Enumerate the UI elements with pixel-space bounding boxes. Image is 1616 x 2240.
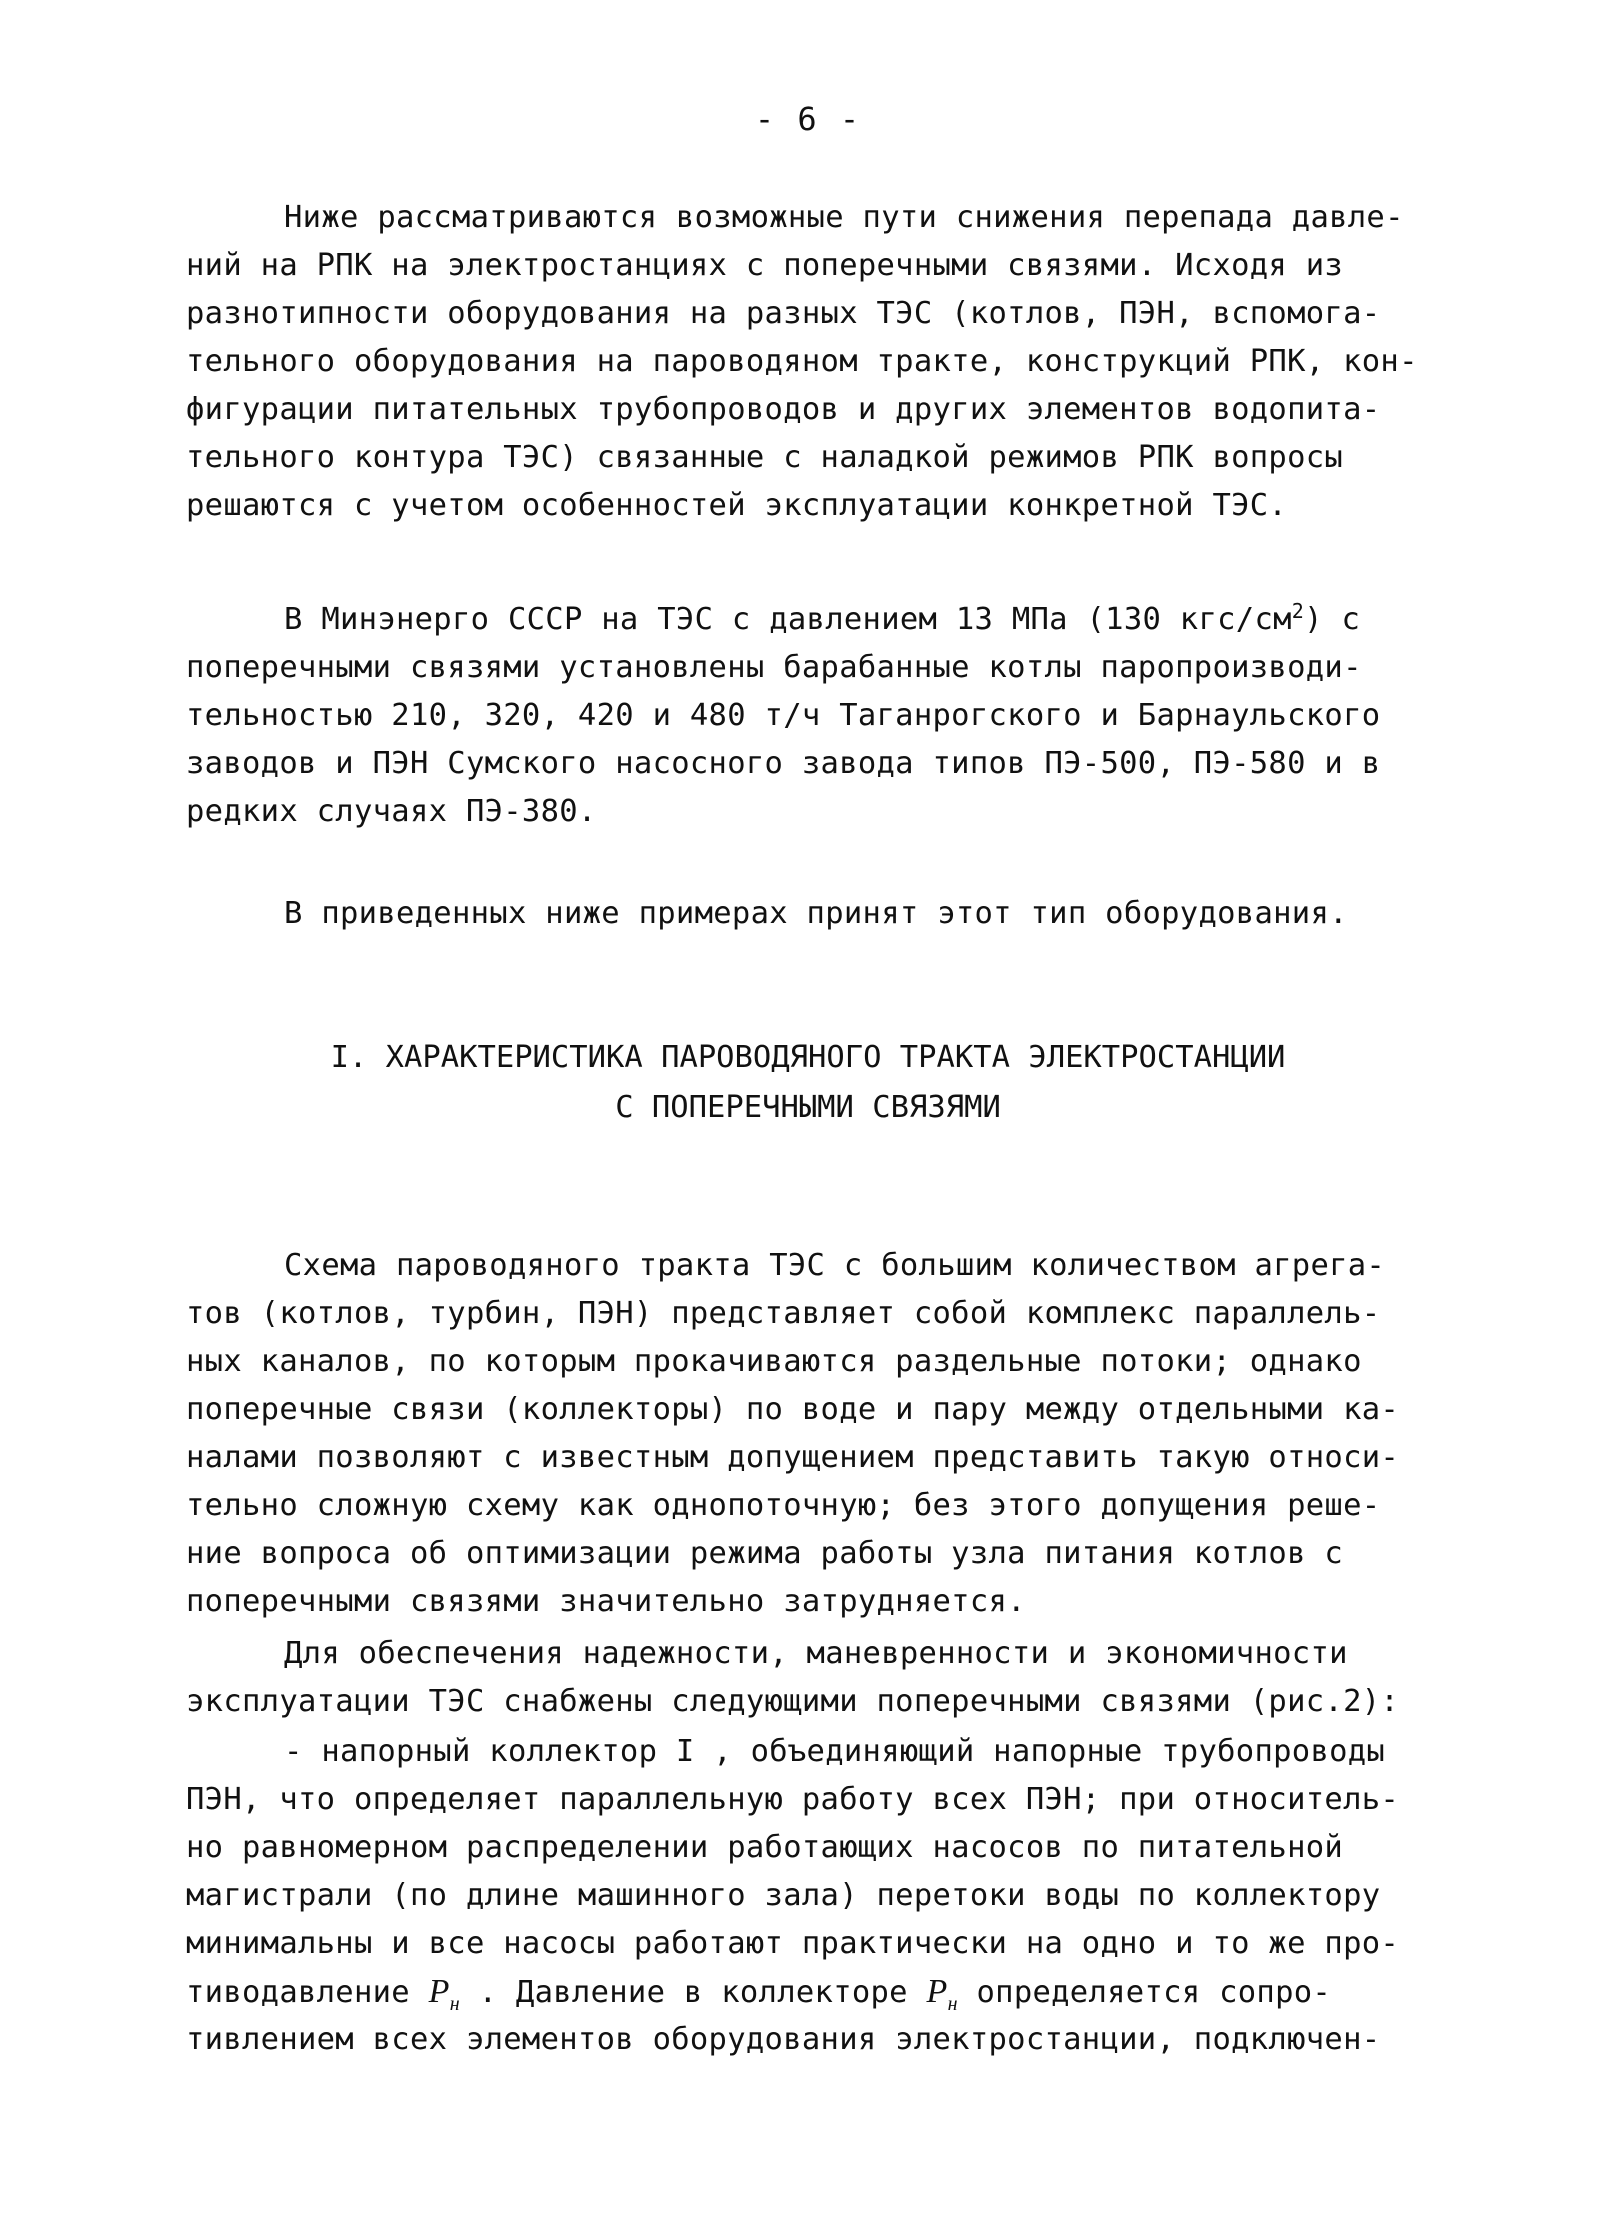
- text-line: эксплуатации ТЭС снабжены следующими поперечными связями (рис.2):: [186, 1684, 1400, 1719]
- superscript: 2: [1291, 598, 1305, 623]
- text-line: ПЭН, что определяет параллельную работу всех ПЭН; при относитель-: [186, 1782, 1400, 1817]
- text-line: тов (котлов, турбин, ПЭН) представляет собой комплекс параллель-: [186, 1296, 1381, 1331]
- text-line: поперечными связями установлены барабанные котлы паропроизводи-: [186, 650, 1362, 685]
- text-line: - напорный коллектор I , объединяющий напорные трубопроводы: [284, 1734, 1386, 1769]
- text-line: поперечные связи (коллекторы) по воде и пару между отдельными ка-: [186, 1392, 1400, 1427]
- text-line: [284, 596, 1584, 644]
- text-segment: определяется сопро-: [957, 1975, 1332, 2010]
- text-line: тельного контура ТЭС) связанные с наладкой режимов РПК вопросы: [186, 440, 1344, 475]
- text-line: разнотипности оборудования на разных ТЭС (котлов, ПЭН, вспомога-: [186, 296, 1381, 331]
- text-line: но равномерном распределении работающих насосов по питательной: [186, 1830, 1344, 1865]
- pressure-symbol: [428, 1973, 460, 2015]
- text-line: минимальны и все насосы работают практически на одно и то же про-: [186, 1926, 1400, 1961]
- text-segment: . Давление в коллекторе: [459, 1975, 927, 2010]
- text-line: налами позволяют с известным допущением представить такую относи-: [186, 1440, 1400, 1475]
- text-line: ных каналов, по которым прокачиваются раздельные потоки; однако: [186, 1344, 1362, 1379]
- text-line: тивлением всех элементов оборудования электростанции, подключен-: [186, 2022, 1381, 2057]
- text-line: Ниже рассматриваются возможные пути снижения перепада давле-: [284, 200, 1404, 235]
- pressure-symbol: [926, 1973, 958, 2015]
- text-line: тельностью 210, 320, 420 и 480 т/ч Таганрогского и Барнаульского: [186, 698, 1381, 733]
- section-heading-line: I. ХАРАКТЕРИСТИКА ПАРОВОДЯНОГО ТРАКТА ЭЛЕКТРОСТАНЦИИ: [330, 1040, 1286, 1075]
- symbol-subscript: н: [449, 1992, 460, 2015]
- text-segment: В Минэнерго СССР на ТЭС с давлением 13 МПа (130 кгс/см: [284, 602, 1292, 637]
- symbol-letter: P: [428, 1973, 450, 2010]
- text-line: поперечными связями значительно затрудняется.: [186, 1584, 1026, 1619]
- text-line: заводов и ПЭН Сумского насосного завода типов ПЭ-500, ПЭ-580 и в: [186, 746, 1381, 781]
- paragraph-3: В приведенных ниже примерах принят этот тип оборудования.: [284, 896, 1348, 931]
- text-line: [186, 1968, 1486, 2016]
- text-line: фигурации питательных трубопроводов и других элементов водопита-: [186, 392, 1381, 427]
- symbol-letter: P: [926, 1973, 948, 2010]
- page-number: - 6 -: [754, 100, 862, 138]
- symbol-subscript: н: [947, 1992, 958, 2015]
- text-segment: ) с: [1304, 602, 1361, 637]
- text-line: решаются с учетом особенностей эксплуатации конкретной ТЭС.: [186, 488, 1288, 523]
- text-line: ний на РПК на электростанциях с поперечными связями. Исходя из: [186, 248, 1344, 283]
- text-line: тельного оборудования на пароводяном тракте, конструкций РПК, кон-: [186, 344, 1418, 379]
- text-line: Схема пароводяного тракта ТЭС с большим количеством агрега-: [284, 1248, 1386, 1283]
- text-line: редких случаях ПЭ-380.: [186, 794, 597, 829]
- text-line: тельно сложную схему как однопоточную; без этого допущения реше-: [186, 1488, 1381, 1523]
- text-line: Для обеспечения надежности, маневренности и экономичности: [284, 1636, 1348, 1671]
- text-line: ние вопроса об оптимизации режима работы узла питания котлов с: [186, 1536, 1344, 1571]
- text-segment: тиводавление: [186, 1975, 429, 2010]
- text-line: магистрали (по длине машинного зала) перетоки воды по коллектору: [186, 1878, 1381, 1913]
- section-heading-line: С ПОПЕРЕЧНЫМИ СВЯЗЯМИ: [615, 1090, 1001, 1125]
